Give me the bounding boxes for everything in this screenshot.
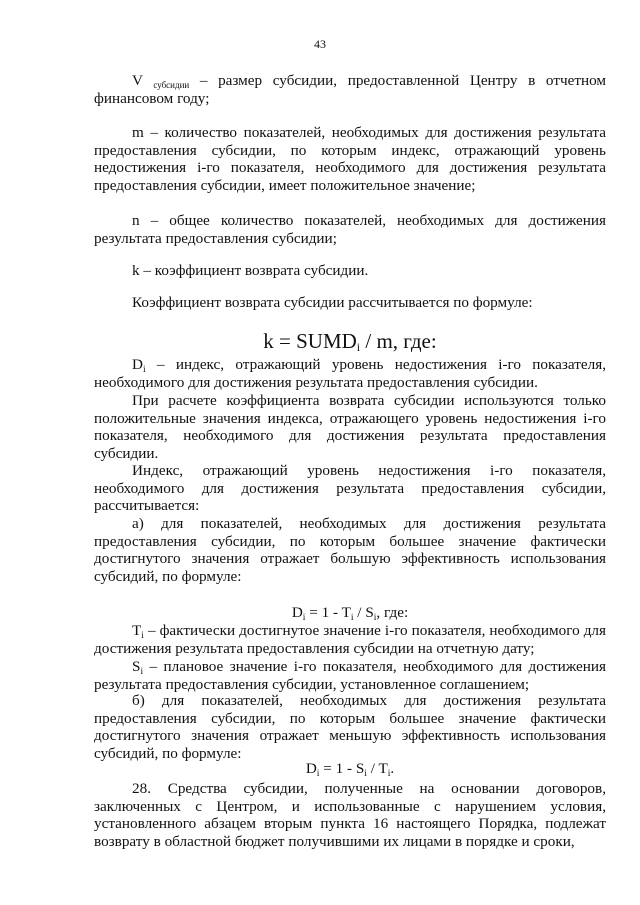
item-a: а) для показателей, необходимых для достижения результата предоставления субсидии, по которым большее значение фактически достигнутого значения отражает большую эффективность использования субсидий, по формуле: bbox=[94, 515, 606, 585]
formula-a: $D_i = 1 - T_i / S_i$, где: bbox=[291, 604, 409, 623]
paragraph-index: Индекс, отражающий уровень недостижения i-го показателя, необходимого для достижения результата предоставления субсидии, рассчитывается: bbox=[94, 462, 606, 515]
formula-k: $k = SUMD_i / m$, где: bbox=[263, 329, 437, 354]
definition-n: n – общее количество показателей, необходимых для достижения результата предоставления субсидии; bbox=[94, 212, 606, 247]
paragraph-positive-values: При расчете коэффициента возврата субсидии используются только положительные значения индекса, отражающего уровень недостижения i-го показателя, необходимого для достижения результата предоставления субсидии. bbox=[94, 392, 606, 462]
v-text: – размер субсидии, предоставленной Центру в отчетном финансовом году; bbox=[94, 72, 607, 107]
formula-b: $D_i = 1 - S_i / T_i$. bbox=[305, 760, 395, 779]
v-symbol: V bbox=[132, 72, 143, 89]
coefficient-intro: Коэффициент возврата субсидии рассчитывается по формуле: bbox=[132, 294, 533, 311]
definition-k: k – коэффициент возврата субсидии. bbox=[132, 262, 369, 279]
definition-m: m – количество показателей, необходимых для достижения результата предоставления субсидии, по которым индекс, отражающий уровень недостижения i-го показателя, необходимого для достижения результата предоставления субсидии, имеет положительное значение; bbox=[94, 124, 606, 194]
v-subscript: субсидии bbox=[153, 80, 190, 90]
item-b: б) для показателей, необходимых для достижения результата предоставления субсидии, по которым большее значение фактически достигнутого значения отражает меньшую эффективность использования субсидий, по формуле: bbox=[94, 692, 606, 762]
paragraph-28: 28. Средства субсидии, полученные на основании договоров, заключенных с Центром, и использованные с нарушением условия, установленного абзацем вторым пункта 16 настоящего Порядка, подлежат возврату в областной бюджет получившими их лицами в порядке и сроки, bbox=[94, 780, 606, 850]
definition-ti: $T_i$ – фактически достигнутое значение i-го показателя, необходимого для достижения результата предоставления субсидии на отчетную дату; bbox=[94, 622, 606, 657]
definition-si: $S_i$ – плановое значение i-го показателя, необходимого для достижения результата предоставления субсидии, установленное соглашением; bbox=[94, 658, 606, 693]
definition-v bbox=[94, 72, 606, 107]
definition-di: $D_i$ – индекс, отражающий уровень недостижения i-го показателя, необходимого для достижения результата предоставления субсидии. bbox=[94, 356, 606, 391]
page-number: 43 bbox=[314, 37, 326, 51]
